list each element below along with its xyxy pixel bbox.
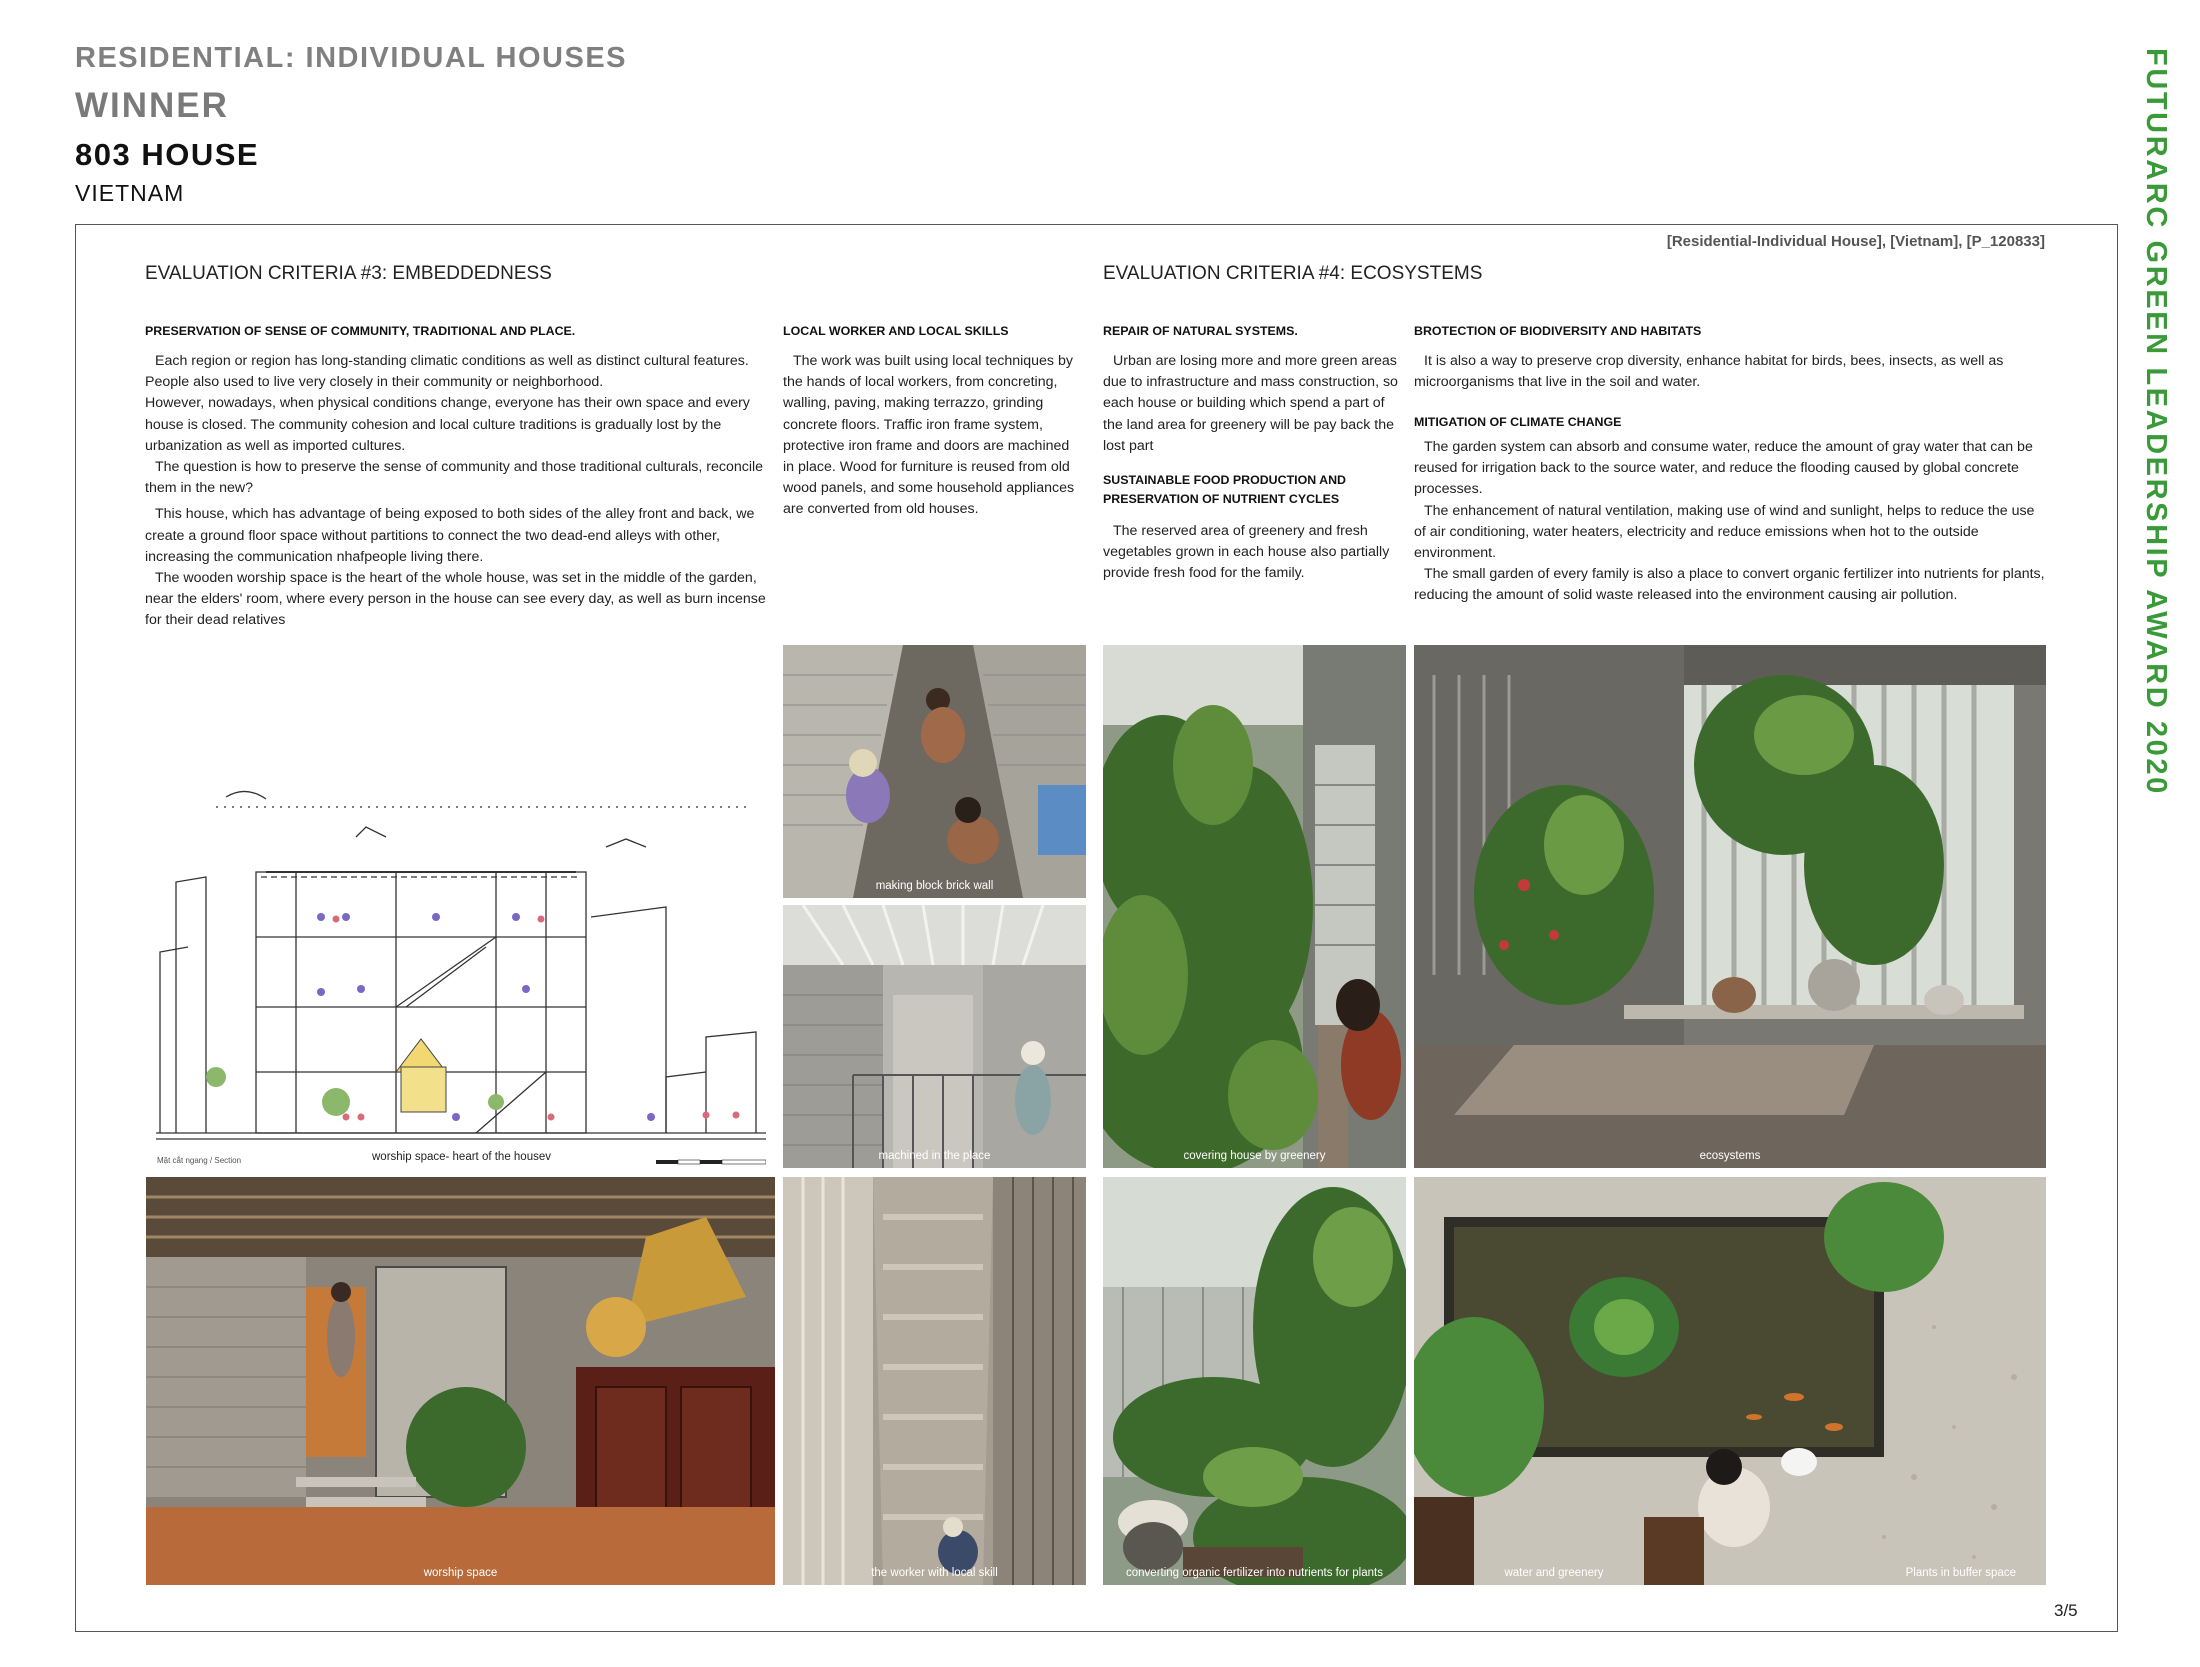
photo-ecosystems-caption: ecosystems [1699, 1150, 1761, 1162]
project-id: [Residential-Individual House], [Vietnam], [P_120833] [1666, 233, 2045, 250]
col2-paragraph-1: The work was built using local techniques by the hands of local workers, from concreting, walling, paving, making terrazzo, grinding concrete floors. Traffic iron frame system, protective iron frame and doors are machined in place. Wood for furniture is reused from old wood panels, and some household appliances are converted from old houses. [783, 353, 1075, 518]
photo-block-wall-caption: making block brick wall [875, 880, 994, 892]
col2-heading: LOCAL WORKER AND LOCAL SKILLS [783, 324, 1009, 338]
photo-organic-fertilizer-caption: converting organic fertilizer into nutrients for plants [1126, 1567, 1383, 1579]
col4-heading-2: MITIGATION OF CLIMATE CHANGE [1414, 415, 1622, 429]
photo-machined-caption: machined in the place [878, 1150, 991, 1162]
award-side-title-text: FUTURARC GREEN LEADERSHIP AWARD 2020 [2140, 48, 2172, 796]
photo-block-wall [783, 645, 1086, 898]
col1-paragraph-1: Each region or region has long-standing climatic conditions as well as distinct cultural features. People also used to live very closely in their community or neighborhood. [145, 353, 749, 391]
col1-text [145, 351, 773, 632]
photo-worship-space-image [146, 1177, 775, 1585]
photo-organic-fertilizer [1103, 1177, 1406, 1585]
criteria-4-title: EVALUATION CRITERIA #4: ECOSYSTEMS [1103, 263, 1483, 284]
project-name: 803 HOUSE [75, 137, 260, 172]
award-side-title [2136, 48, 2176, 888]
col3-paragraph-1: Urban are losing more and more green areas due to infrastructure and mass construction, so each house or building which spend a part of the land area for greenery will be pay back the lost part [1103, 353, 1398, 454]
photo-organic-fertilizer-image [1103, 1177, 1406, 1585]
col3-heading-1: REPAIR OF NATURAL SYSTEMS. [1103, 324, 1298, 338]
photo-local-worker-image [783, 1177, 1086, 1585]
photo-machined-image [783, 905, 1086, 1168]
col4-paragraph-1: It is also a way to preserve crop diversity, enhance habitat for birds, bees, insects, as well as microorganisms that live in the soil and water. [1414, 353, 2004, 391]
col1-heading: PRESERVATION OF SENSE OF COMMUNITY, TRADITIONAL AND PLACE. [145, 324, 576, 338]
photo-water-greenery-caption: water and greenery [1504, 1567, 1604, 1579]
col3-heading-2: SUSTAINABLE FOOD PRODUCTION AND PRESERVATION OF NUTRIENT CYCLES [1103, 473, 1346, 506]
col4-paragraph-2: The garden system can absorb and consume water, reduce the amount of gray water that can be reused for irrigation back to the source water, and reduce the flooding caused by global concrete processes. [1414, 439, 2033, 498]
photo-block-wall-image [783, 645, 1086, 898]
col4-paragraph-3: The enhancement of natural ventilation, making use of wind and sunlight, helps to reduce the use of air conditioning, water heaters, electricity and reduce emissions when hot to the outside environment. [1414, 502, 2035, 562]
col1-paragraph-3: The question is how to preserve the sense of community and those traditional culturals, reconcile them in the new? [145, 459, 764, 497]
photo-machined [783, 905, 1086, 1168]
photo-worship-space [146, 1177, 775, 1585]
section-sketch-drawing [146, 777, 773, 1170]
section-sketch-label: Mặt cắt ngang / Section [157, 1156, 242, 1165]
photo-ecosystems [1414, 645, 2046, 1168]
section-sketch [146, 777, 773, 1170]
project-country: VIETNAM [75, 180, 185, 206]
photo-local-worker [783, 1177, 1086, 1585]
col1-paragraph-4: This house, which has advantage of being exposed to both sides of the alley front and back, we create a ground floor space without partitions to connect the two dead-end alleys with other, increasing the communication nhafpeople living there. [145, 506, 755, 565]
col3-paragraph-2: The reserved area of greenery and fresh vegetables grown in each house also partially provide fresh food for the family. [1103, 523, 1390, 582]
photo-ecosystems-image [1414, 645, 2046, 1168]
scale-bar [656, 1159, 766, 1167]
criteria-3-title: EVALUATION CRITERIA #3: EMBEDDEDNESS [145, 263, 552, 284]
page-number: 3/5 [2054, 1601, 2078, 1620]
photo-water-greenery [1414, 1177, 2046, 1585]
category-heading: RESIDENTIAL: INDIVIDUAL HOUSES [75, 42, 628, 74]
photo-greenery-cover-caption: covering house by greenery [1183, 1150, 1326, 1162]
col2-text [783, 351, 1083, 521]
section-sketch-caption: worship space- heart of the housev [372, 1151, 551, 1163]
photo-buffer-plants-caption: Plants in buffer space [1905, 1567, 2016, 1579]
col3-text-2 [1103, 521, 1403, 585]
col1-paragraph-2: However, nowadays, when physical conditions change, everyone has their own space and every house is closed. The community cohesion and local culture traditions is gradually lost by the urbanization as well as imported cultures. [145, 395, 750, 454]
col4-heading-1: BROTECTION OF BIODIVERSITY AND HABITATS [1414, 324, 1702, 338]
photo-water-greenery-image [1414, 1177, 2046, 1585]
award-heading: WINNER [75, 86, 229, 125]
col3-text-1 [1103, 351, 1403, 457]
photo-greenery-cover-image [1103, 645, 1406, 1168]
col1-paragraph-5: The wooden worship space is the heart of the whole house, was set in the middle of the garden, near the elders' room, where every person in the house can see every day, as well as burn incense for their dead relatives [145, 570, 766, 629]
col4-paragraph-4: The small garden of every family is also a place to convert organic fertilizer into nutrients for plants, reducing the amount of solid waste released into the environment causing air pollution. [1414, 566, 2045, 604]
photo-local-worker-caption: the worker with local skill [871, 1567, 998, 1579]
photo-greenery-cover [1103, 645, 1406, 1168]
col4-text-1 [1414, 351, 2046, 393]
photo-worship-space-caption: worship space [423, 1567, 498, 1579]
col4-text-2 [1414, 437, 2046, 607]
